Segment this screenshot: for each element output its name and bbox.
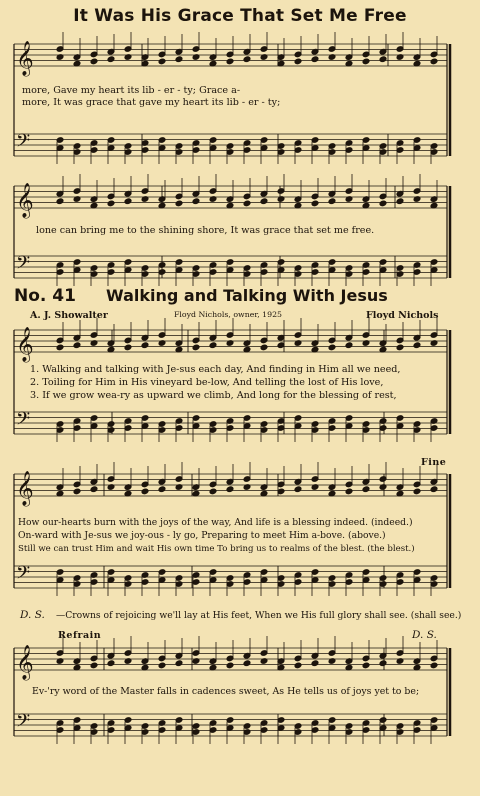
song1-lyric-line: lone can bring me to the shining shore, It was grace that set me free. bbox=[36, 225, 375, 236]
refrain-label: Refrain bbox=[58, 630, 102, 641]
verse-lyric-line: 1. Walking and talking with Je-sus each day, And finding in Him all we need, bbox=[30, 364, 401, 375]
verse-lyric-line: Still we can trust Him and wait His own time To bring us to realms of the blest. (the blest.) bbox=[18, 544, 415, 554]
svg-text:𝄞: 𝄞 bbox=[16, 41, 34, 76]
hymn-number: No. 41 bbox=[14, 286, 76, 306]
verse-lyric-line: On-ward with Je-sus we joy-ous - ly go, Preparing to meet Him a-bove. (above.) bbox=[18, 530, 386, 541]
svg-text:𝄞: 𝄞 bbox=[16, 183, 34, 218]
ds-lyric-line: —Crowns of rejoicing we'll lay at His feet, When we His full glory shall see. (shall see.) bbox=[56, 610, 462, 621]
verse-lyric-line: 3. If we grow wea-ry as upward we climb, And long for the blessing of rest, bbox=[30, 390, 397, 401]
copyright-notice: Floyd Nichols, owner, 1925 bbox=[174, 310, 282, 319]
song-title: Walking and Talking With Jesus bbox=[106, 286, 388, 305]
svg-text:𝄞: 𝄞 bbox=[16, 327, 34, 362]
composer-credit: Floyd Nichols bbox=[366, 310, 439, 321]
ds-marking: D. S. bbox=[20, 609, 45, 621]
song1-lyric-line: more, Gave my heart its lib - er - ty; Grace a- bbox=[22, 85, 241, 96]
svg-text:𝄢: 𝄢 bbox=[16, 131, 31, 156]
song-title: It Was His Grace That Set Me Free bbox=[73, 6, 407, 26]
song1-lyric-line: more, It was grace that gave my heart its lib - er - ty; bbox=[22, 97, 281, 108]
verse-lyric-line: 2. Toiling for Him in His vineyard be-low, And telling the lost of His love, bbox=[30, 377, 384, 388]
svg-text:𝄢: 𝄢 bbox=[16, 253, 31, 278]
refrain-lyric-line: Ev-'ry word of the Master falls in cadences sweet, As He tells us of joys yet to be; bbox=[32, 686, 420, 697]
verse-lyric-line: How our-hearts burn with the joys of the way, And life is a blessing indeed. (indeed.) bbox=[18, 517, 413, 528]
svg-text:𝄢: 𝄢 bbox=[16, 563, 31, 588]
svg-text:𝄢: 𝄢 bbox=[16, 711, 31, 736]
svg-text:𝄞: 𝄞 bbox=[16, 471, 34, 506]
lyricist-credit: A. J. Showalter bbox=[30, 310, 108, 321]
fine-marking: Fine bbox=[421, 457, 447, 468]
svg-text:𝄢: 𝄢 bbox=[16, 409, 31, 434]
svg-text:𝄞: 𝄞 bbox=[16, 645, 34, 680]
ds-marking: D. S. bbox=[412, 629, 437, 641]
